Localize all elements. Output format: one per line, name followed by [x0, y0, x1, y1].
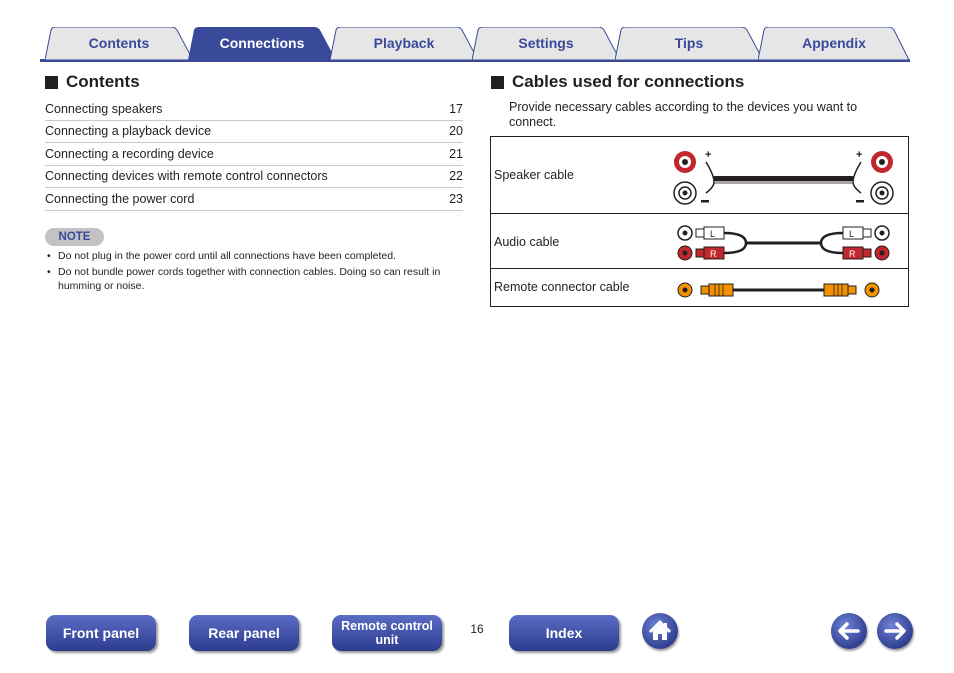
contents-list [45, 98, 463, 211]
tab-playback[interactable] [330, 27, 478, 60]
tab-contents[interactable] [45, 27, 193, 60]
cables-intro: Provide necessary cables according to the devices you want to connect. [509, 100, 858, 129]
cable-row-remote-connector [491, 269, 908, 306]
note-list [47, 249, 467, 295]
page-number: 16 [470, 622, 484, 636]
tab-connections[interactable] [188, 27, 336, 60]
button-label-line2: unit [375, 633, 399, 647]
arrow-right-icon [877, 613, 913, 649]
note-badge: NOTE [45, 228, 104, 246]
toc-page: 21 [449, 146, 463, 161]
tab-tips[interactable] [615, 27, 763, 60]
toc-link-remote-connectors[interactable] [45, 166, 463, 189]
remote-connector-cable-icon [666, 269, 906, 306]
svg-text:R: R [710, 249, 717, 259]
button-label-line1: Remote control [341, 619, 433, 633]
button-label: Index [545, 625, 583, 641]
cables-heading [491, 72, 744, 92]
cable-label: Remote connector cable [494, 280, 630, 294]
cable-label: Speaker cable [494, 168, 574, 182]
tab-label: Playback [373, 35, 435, 51]
toc-label: Connecting speakers [45, 101, 163, 116]
index-button[interactable] [509, 615, 619, 651]
svg-text:+: + [705, 149, 712, 161]
button-label: Rear panel [208, 625, 280, 641]
forward-button[interactable] [877, 613, 913, 649]
note-item: • Do not bundle power cords together with connection cables. Doing so can result in humming or noise. [47, 265, 467, 293]
toc-label: Connecting a playback device [45, 124, 212, 139]
button-label: Front panel [62, 625, 140, 641]
contents-heading-text: Contents [66, 72, 140, 91]
toc-link-recording-device[interactable] [45, 143, 463, 166]
note-item: • Do not plug in the power cord until all connections have been completed. [47, 249, 467, 263]
svg-text:+: + [856, 149, 863, 161]
cable-row-audio [491, 214, 908, 269]
tab-label: Contents [88, 35, 150, 51]
square-bullet-icon [45, 76, 58, 89]
toc-label: Connecting devices with remote control connectors [45, 169, 328, 184]
home-icon [642, 613, 678, 649]
tab-bar [40, 24, 910, 62]
tab-label: Tips [674, 35, 704, 51]
tab-label: Connections [219, 35, 305, 51]
tab-settings[interactable] [472, 27, 620, 60]
toc-link-playback-device[interactable] [45, 121, 463, 144]
rear-panel-button[interactable] [189, 615, 299, 651]
cable-row-speaker [491, 137, 908, 214]
toc-link-power-cord[interactable] [45, 188, 463, 211]
toc-page: 20 [449, 124, 463, 139]
toc-label: Connecting the power cord [45, 191, 195, 206]
contents-heading [45, 72, 140, 92]
tab-appendix[interactable] [758, 27, 910, 60]
speaker-cable-icon [666, 137, 906, 214]
cables-heading-text: Cables used for connections [512, 72, 745, 91]
toc-page: 23 [449, 191, 463, 206]
svg-text:L: L [710, 229, 716, 239]
toc-label: Connecting a recording device [45, 146, 214, 161]
svg-text:R: R [849, 249, 856, 259]
tab-label: Appendix [802, 35, 866, 51]
toc-page: 22 [449, 169, 463, 184]
home-button[interactable] [642, 613, 678, 649]
back-button[interactable] [831, 613, 867, 649]
cable-table [490, 136, 909, 307]
svg-text:L: L [849, 229, 855, 239]
toc-page: 17 [449, 101, 463, 116]
remote-control-unit-button[interactable] [332, 615, 442, 651]
audio-cable-icon [666, 214, 906, 269]
cable-label: Audio cable [494, 235, 560, 249]
square-bullet-icon [491, 76, 504, 89]
arrow-left-icon [831, 613, 867, 649]
tab-label: Settings [518, 35, 574, 51]
toc-link-speakers[interactable] [45, 98, 463, 121]
front-panel-button[interactable] [46, 615, 156, 651]
